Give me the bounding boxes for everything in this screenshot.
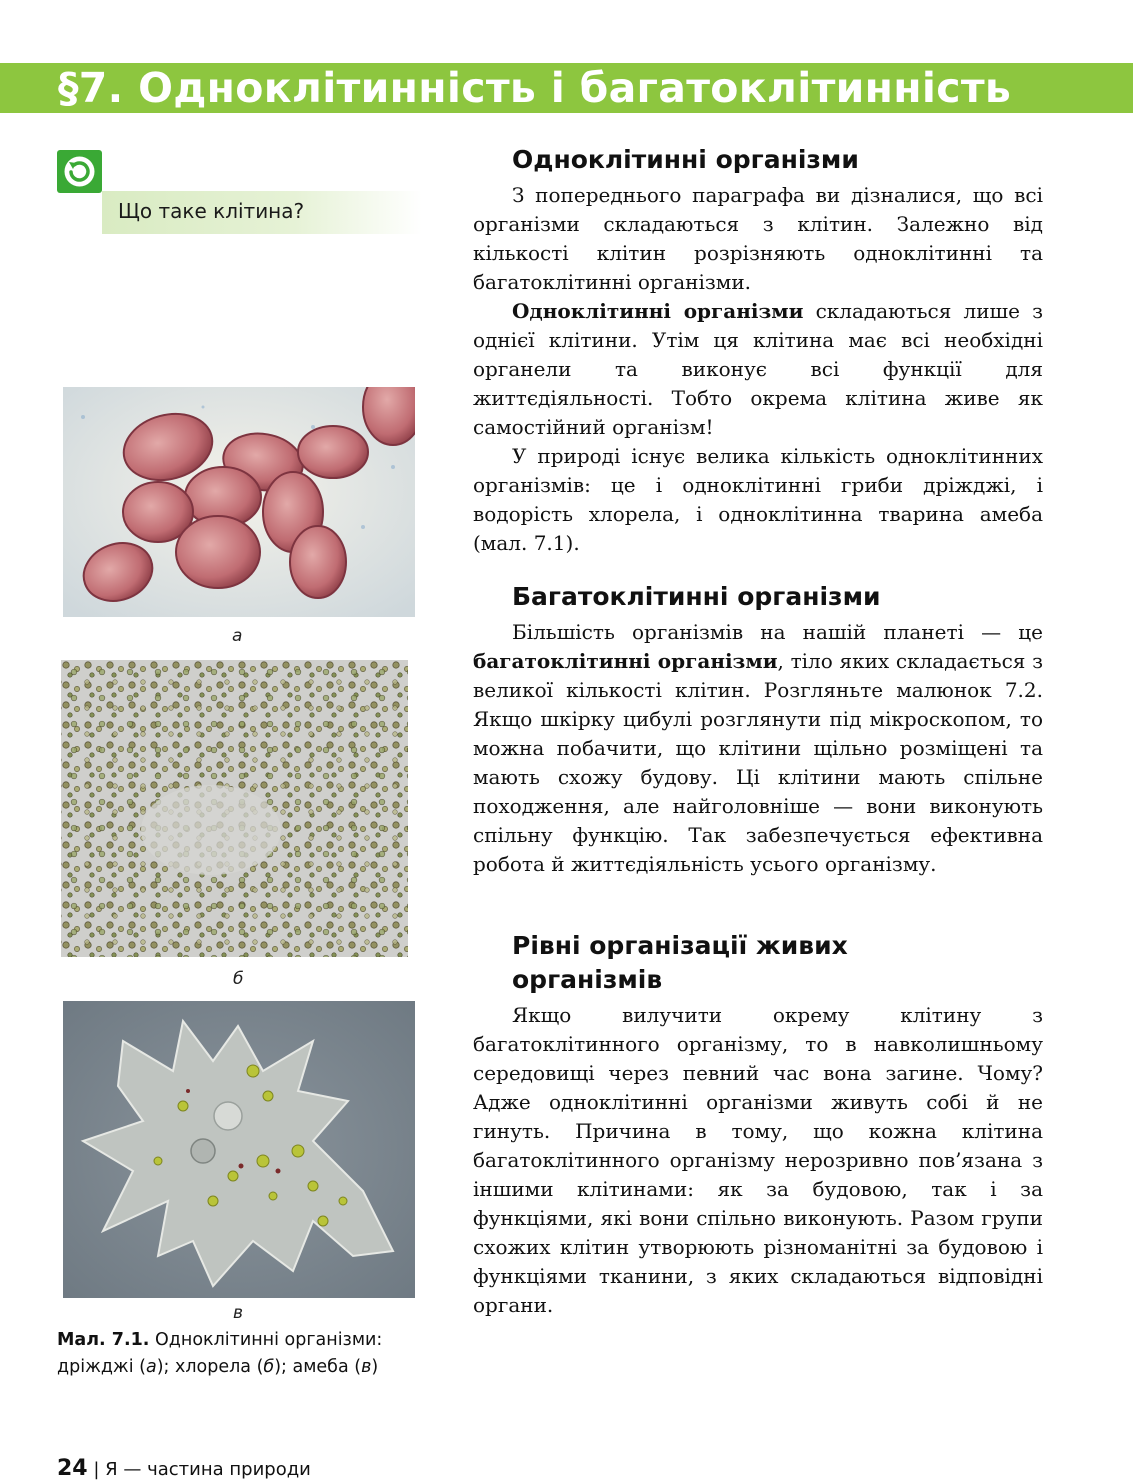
figure-caption <box>57 1327 417 1381</box>
page-footer <box>57 1456 311 1481</box>
page-title: §7. Одноклітинність і багатоклітинність <box>58 64 1012 112</box>
figure-letter-b: б <box>233 969 244 989</box>
term-bold: багатоклітинні організми <box>473 649 778 673</box>
chlorella-photo <box>61 660 408 957</box>
paragraph: Якщо вилучити окрему клітину з багатоклітинного організму, то в навколишньому середовищі через певний час вона загине. Чому? Адже одноклітинні організми живуть собі й не гинуть. Причина в тому, що кожна клітина багатоклітинного організму нерозривно пов’язана з іншими клітинами: як за будовою, так і за функціями, які вони спільно виконують. Разом групи схожих клітин утворюють різноманітні за будовою і функціями тканини, з яких складаються відповідні органи. <box>473 1003 1043 1317</box>
section-heading: Багатоклітинні організми <box>512 582 881 611</box>
paragraph: У природі існує велика кількість одноклітинних організмів: це і одноклітинні гриби дріжджі, і водорість хлорела, і одноклітинна тварина амеба (мал. 7.1). <box>473 444 1043 555</box>
repeat-icon <box>57 150 102 193</box>
paragraph: З попереднього параграфа ви дізналися, що всі організми складаються з клітин. Залежно від кількості клітин розрізняють одноклітинні та багатоклітинні організми. <box>473 183 1043 294</box>
figure-letter-v: в <box>233 1303 244 1323</box>
amoeba-photo <box>63 1001 415 1298</box>
section-multicellular <box>473 580 1043 879</box>
figure-caption-label: Мал. 7.1. <box>57 1330 150 1350</box>
section-heading-line2: організмів <box>512 965 663 994</box>
section-heading-line1: Рівні організації живих <box>512 931 848 960</box>
section-heading: Одноклітинні організми <box>512 145 859 174</box>
review-question: Що таке клітина? <box>118 199 305 223</box>
footer-separator: | <box>93 1459 100 1480</box>
term-bold: Одноклітинні організми <box>512 299 804 323</box>
figure-letter-a: а <box>232 626 243 646</box>
yeast-photo <box>63 387 415 617</box>
page-number: 24 <box>57 1456 88 1481</box>
paragraph: Одноклітинні організми складаються лише з однієї клітини. Утім ця клітина має всі необхідні органели та виконує всі функції для життєдіяльності. Тобто окрема клітина живе як самостійний організм! <box>473 299 1043 439</box>
section-unicellular <box>473 143 1043 558</box>
figure-caption-line1: Мал. 7.1. Одноклітинні організми: <box>57 1330 383 1350</box>
paragraph: Більшість організмів на нашій планеті — це багатоклітинні організми, тіло яких складається з великої кількості клітин. Розгляньте малюнок 7.2. Якщо шкірку цибулі розглянути під мікроскопом, то можна побачити, що клітини щільно розміщені та мають схожу будову. Ці клітини мають спільне походження, але найголовніше — вони виконують спільну функцію. Так забезпечується ефективна робота й життєдіяльність усього організму. <box>473 620 1044 876</box>
section-levels <box>473 929 1043 1320</box>
figure-caption-line2: дріжджі (а); хлорела (б); амеба (в) <box>57 1357 379 1377</box>
footer-section-name: Я — частина природи <box>105 1459 311 1480</box>
